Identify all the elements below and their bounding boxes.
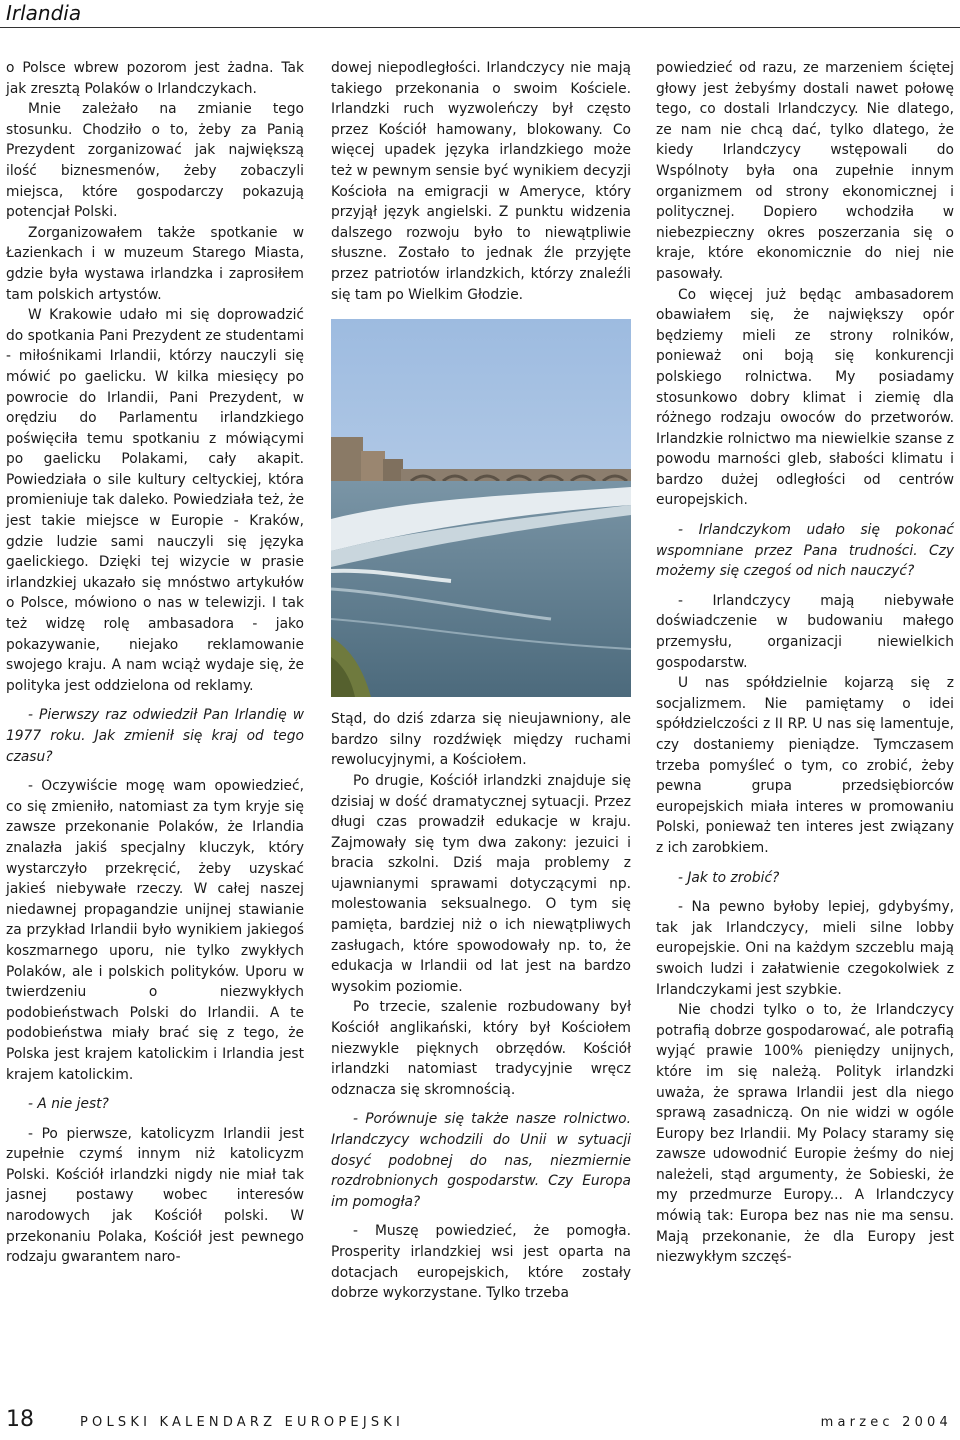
paragraph: - Na pewno byłoby lepiej, gdybyśmy, tak jak Irlandczycy, mieli silne lobby europejskie. Oni na każdym szczeblu mają swoich ludzi i załatwienie czegokolwiek z Irlandczykami jest szybkie. bbox=[656, 899, 954, 998]
section-title: Irlandia bbox=[6, 1, 82, 25]
interview-question: - Jak to zrobić? bbox=[678, 869, 780, 886]
page-header bbox=[0, 0, 960, 30]
paragraph: Zorganizowałem także spotkanie w Łazienkach i w muzeum Starego Miasta, gdzie była wystawa irlandzka i zaprosiłem tam polskich artystów. bbox=[6, 224, 304, 303]
river-weir-photo bbox=[331, 319, 631, 697]
interview-question: - Irlandczykom udało się pokonać wspomniane przez Pana trudności. Czy możemy się czegoś od nich nauczyć? bbox=[656, 522, 954, 580]
interview-question: - A nie jest? bbox=[28, 1096, 109, 1113]
paragraph: U nas spółdzielnie kojarzą się z socjalizmem. Nie pamiętamy o idei spółdzielczości z II RP. U nas się lamentuje, czy dostaniemy pieniądze. Tymczasem trzeba pomyśleć o tym, co zrobić, żeby pewna grupa przedsiębiorców europejskich miała interes w promowaniu Polski, ponieważ ten interes jest związany z ich zarobkiem. bbox=[656, 675, 954, 856]
page-number: 18 bbox=[6, 1407, 34, 1432]
issue-date: marzec 2004 bbox=[820, 1415, 952, 1430]
paragraph: Mnie zależało na zmianie tego stosunku. Chodziło o to, żeby za Panią Prezydent zorganizować jak największą ilość biznesmenów, żeby zobaczyli miejsca, które gospodarczy pokazują potencjał Polski. bbox=[6, 101, 304, 221]
paragraph: - Po pierwsze, katolicyzm Irlandii jest zupełnie czymś innym niż katolicyzm Polski. Kościół irlandzki nigdy nie miał tak jasnej postawy wobec interesów narodowych jak Kościół polski. W przekonaniu Polaka, Kościół jest pewnego rodzaju gwarantem naro- bbox=[6, 1125, 304, 1266]
interview-question: - Pierwszy raz odwiedził Pan Irlandię w 1977 roku. Jak zmienił się kraj od tego czasu? bbox=[6, 707, 304, 765]
publication-title: POLSKI KALENDARZ EUROPEJSKI bbox=[80, 1415, 405, 1430]
interview-question: - Porównuje się także nasze rolnictwo. Irlandczycy wchodzili do Unii w sytuacji dosyć podobnej do nas, niezmiernie rozdrobnionych gospodarstw. Czy Europa im pomogła? bbox=[331, 1111, 631, 1210]
river-weir-image bbox=[331, 319, 631, 697]
article-column-2 bbox=[331, 58, 631, 1304]
page-footer bbox=[0, 1404, 960, 1440]
paragraph: o Polsce wbrew pozorom jest żadna. Tak jak zresztą Polaków o Irlandczykach. bbox=[6, 60, 304, 97]
paragraph: Po trzecie, szalenie rozbudowany był Kościół anglikański, który był Kościołem niezwykle pięknych obrzędów. Kościół irlandzki natomiast tradycyjnie wręcz odznacza się skromnością. bbox=[331, 999, 631, 1098]
article-column-3 bbox=[656, 58, 954, 1268]
paragraph: Nie chodzi tylko o to, że Irlandczycy potrafią dobrze gospodarować, ale potrafią wyjąć prawie 100% pieniędzy unijnych, które im się należą. Polityk irlandzki uważa, że sprawa Irlandii jest dla niego sprawą zasadniczą. On nie widzi w ogóle Europy bez Irlandii. My Polacy staramy się zawsze udowodnić Europie żeśmy do niej należeli, stąd argumenty, że Sobieski, że my przedmurze Europy... A Irlandczycy mówią tak: Europa bez nas nie ma sensu. Mają przekonanie, że dla Europy jest niezwykłym szczęś- bbox=[656, 1002, 954, 1266]
header-rule bbox=[0, 27, 960, 28]
paragraph: Co więcej już będąc ambasadorem obawiałem się, że największy opór będziemy mieli ze strony rolników, ponieważ oni boją się konkurencji polskiego rolnictwa. My posiadamy stosunkowo dobry klimat i ziemię dla różnego rodzaju owoców do przetworów. Irlandzkie rolnictwo ma niewielkie szanse z powodu marności gleb, słabości klimatu i bardzo dużej odległości od centrów europejskich. bbox=[656, 286, 954, 509]
paragraph: W Krakowie udało mi się doprowadzić do spotkania Pani Prezydent ze studentami - miłośnikami Irlandii, którzy nauczyli się mówić po gaelicku. W kilka miesięcy po powrocie do Irlandii, Pani Prezydent, w orędziu do Parlamentu irlandzkiego poświęciła temu spotkaniu z mówiącymi po gaelicku Polakami, cały akapit. Powiedziała o sile kultury celtyckiej, która promieniuje tak daleko. Powiedziała też, że jest takie miejsce w Europie - Kraków, gdzie ludzie sami nauczyli się języka gaelickiego. Dzięki tej wizycie w prasie irlandzkiej ukazało się mnóstwo artykułów o Polsce, mówiono o nas w telewizji. I tak też widzę rolę ambasadora - jako pokazywanie, niejako reklamowanie swojego kraju. A nam wciąż wydaje się, że polityka jest oddzielona od reklamy. bbox=[6, 307, 304, 694]
paragraph: dowej niepodległości. Irlandczycy nie mają takiego przekonania o swoim Kościele. Irlandzki ruch wyzwoleńczy był często przez Kościół hamowany, blokowany. Co więcej upadek języka irlandzkiego może też w pewnym sensie być wynikiem decyzji Kościoła na emigracji w Ameryce, który przyjął język angielski. Z punktu widzenia dalszego rozwoju było to niewątpliwie słuszne. Zostało to jednak źle przyjęte przez patriotów irlandzkich, którzy znaleźli się tam po Wielkim Głodzie. bbox=[331, 60, 631, 303]
paragraph: - Irlandczycy mają niebywałe doświadczenie w budowaniu małego przemysłu, organizacji niewielkich gospodarstw. bbox=[656, 592, 954, 671]
article-column-1 bbox=[6, 58, 304, 1268]
paragraph: Stąd, do dziś zdarza się nieujawniony, ale bardzo silny rozdźwięk między ruchami rewolucyjnymi, a Kościołem. bbox=[331, 711, 631, 769]
paragraph: powiedzieć od razu, ze marzeniem ściętej głowy jest żebyśmy dostali nawet połowę tego, co dostali Irlandczycy. Nie dlatego, ze nam nie chcą dać, tylko dlatego, że kiedy Irlandczycy wstępowali do Wspólnoty była ona zupełnie innym organizmem od strony ekonomicznej i politycznej. Dopiero wchodziła w niebezpieczny okres poszerzania się o kraje, które ekonomicznie do niej nie pasowały. bbox=[656, 60, 954, 282]
paragraph: Po drugie, Kościół irlandzki znajduje się dzisiaj w dość dramatycznej sytuacji. Przez długi czas prowadził edukacje w kraju. Zajmowały się tym dwa zakony: jezuici i bracia szkolni. Dziś maja problemy z ujawnianymi sprawami dotyczącymi np. molestowania seksualnego. O tym się pamięta, bardziej niż o ich niewątpliwych zasługach, które spowodowały np. to, że edukacja w Irlandii od lat jest na bardzo wysokim poziomie. bbox=[331, 772, 631, 995]
paragraph: - Muszę powiedzieć, że pomogła. Prosperity irlandzkiej wsi jest oparta na dotacjach europejskich, które zostały dobrze wykorzystane. Tylko trzeba bbox=[331, 1223, 631, 1302]
paragraph: - Oczywiście mogę wam opowiedzieć, co się zmieniło, natomiast za tym kryje się zawsze przekonanie Polaków, że Irlandia znalazła jakiś specjalny kluczyk, który wystarczyło przekręcić, żeby uzyskać jakieś niebywałe rzeczy. W całej naszej niedawnej propagandzie unijnej stawianie za przykład Irlandii było wynikiem jakiegoś koszmarnego uporu, nie tylko zwykłych Polaków, ale i polskich polityków. Uporu w twierdzeniu o niezwykłych podobieństwach Polski do Irlandii. A te podobieństwa miały brać się z tego, że Polska jest krajem katolickim i Irlandia jest krajem katolickim. bbox=[6, 778, 304, 1083]
